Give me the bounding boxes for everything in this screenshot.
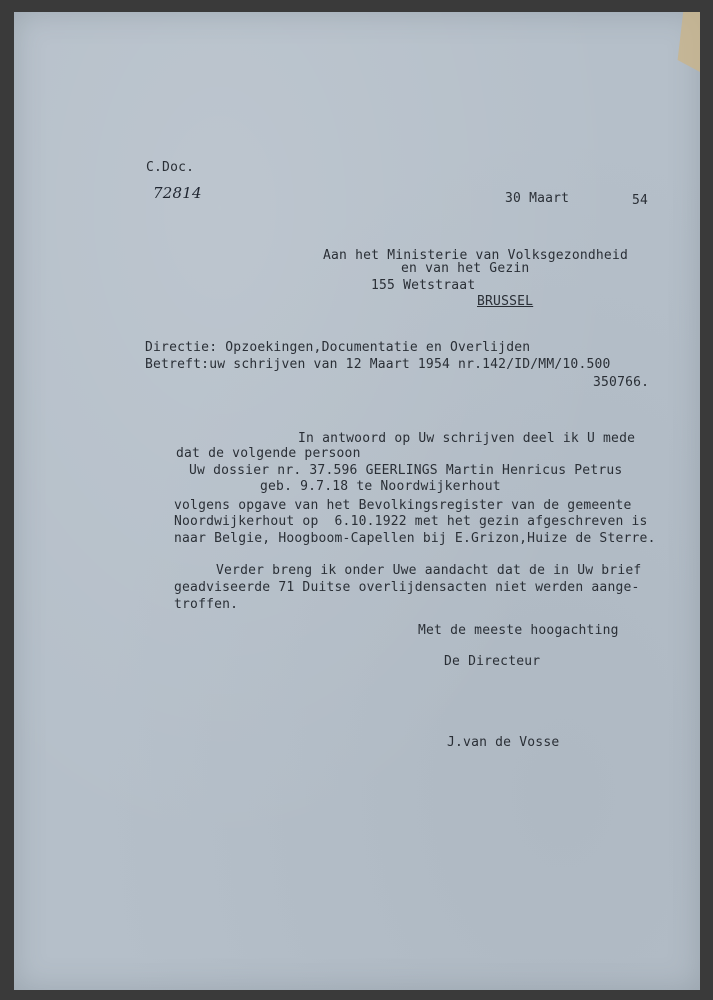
subject-line-3: 350766. bbox=[593, 375, 650, 390]
body-line-5: volgens opgave van het Bevolkingsregister van de gemeente bbox=[174, 498, 632, 513]
body-line-6: Noordwijkerhout op 6.10.1922 met het gezin afgeschreven is bbox=[174, 514, 648, 529]
date-year: 54 bbox=[632, 193, 649, 208]
signature-name: J.van de Vosse bbox=[447, 735, 560, 750]
body-line-2: dat de volgende persoon bbox=[176, 446, 361, 461]
body-line-9: geadviseerde 71 Duitse overlijdensacten niet werden aange- bbox=[174, 580, 640, 595]
torn-corner bbox=[672, 12, 700, 72]
recipient-city: BRUSSEL bbox=[477, 294, 534, 309]
reference-number: 72814 bbox=[153, 184, 202, 202]
closing-title: De Directeur bbox=[444, 654, 541, 669]
recipient-line-2: en van het Gezin bbox=[401, 261, 530, 276]
recipient-line-3: 155 Wetstraat bbox=[371, 278, 476, 293]
body-line-4: geb. 9.7.18 te Noordwijkerhout bbox=[260, 479, 501, 494]
body-line-1: In antwoord op Uw schrijven deel ik U mede bbox=[298, 431, 636, 446]
closing-salutation: Met de meeste hoogachting bbox=[418, 623, 619, 638]
reference-label: C.Doc. bbox=[146, 160, 195, 175]
body-line-3: Uw dossier nr. 37.596 GEERLINGS Martin Henricus Petrus bbox=[189, 463, 623, 478]
body-line-8: Verder breng ik onder Uwe aandacht dat de in Uw brief bbox=[216, 563, 642, 578]
body-line-7: naar Belgie, Hoogboom-Capellen bij E.Grizon,Huize de Sterre. bbox=[174, 531, 656, 546]
body-line-10: troffen. bbox=[174, 597, 239, 612]
subject-line-1: Directie: Opzoekingen,Documentatie en Overlijden bbox=[145, 340, 531, 355]
date-day-month: 30 Maart bbox=[505, 191, 570, 206]
subject-line-2: Betreft:uw schrijven van 12 Maart 1954 nr.142/ID/MM/10.500 bbox=[145, 357, 611, 372]
recipient-line-1: Aan het Ministerie van Volksgezondheid bbox=[323, 248, 629, 263]
